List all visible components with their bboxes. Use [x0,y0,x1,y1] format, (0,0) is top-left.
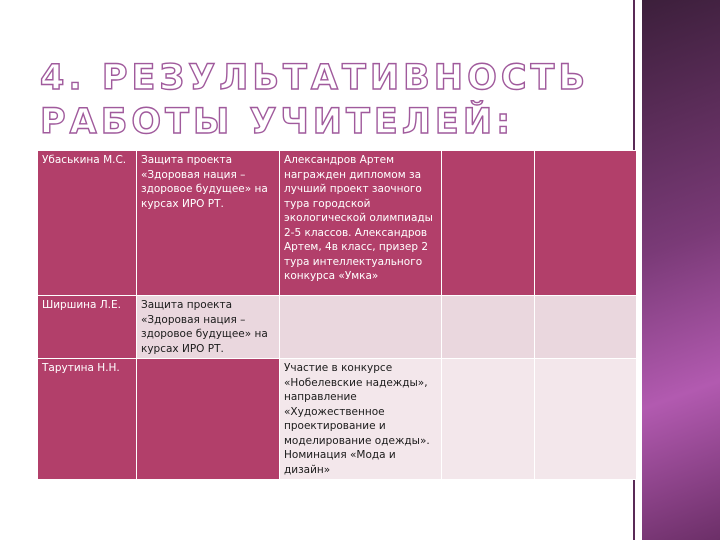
teacher-cell: Ширшина Л.Е. [38,296,137,359]
side-decor-band [642,0,720,540]
table-row [38,151,637,296]
slide-title [40,56,640,144]
extra-cell [442,359,535,480]
activity-cell [137,359,280,480]
extra-cell [535,151,637,296]
teacher-cell: Тарутина Н.Н. [38,359,137,480]
result-cell: Участие в конкурсе «Нобелевские надежды», направление «Художественное проектирование и моделирование одежды». Номинация «Мода и дизайн» [280,359,442,480]
table-row [38,296,637,359]
extra-cell [535,359,637,480]
result-cell [280,296,442,359]
activity-cell: Защита проекта «Здоровая нация – здоровое будущее» на курсах ИРО РТ. [137,296,280,359]
extra-cell [535,296,637,359]
teacher-cell: Убаськина М.С. [38,151,137,296]
results-table [37,150,637,480]
result-cell: Александров Артем награжден дипломом за лучший проект заочного тура городской экологической олимпиады 2-5 классов. Александров Артем, 4в класс, призер 2 тура интеллектуального конкурса «Умка» [280,151,442,296]
table-row [38,359,637,480]
extra-cell [442,296,535,359]
extra-cell [442,151,535,296]
slide-title-line2: РАБОТЫ УЧИТЕЛЕЙ: [40,102,515,142]
activity-cell: Защита проекта «Здоровая нация – здоровое будущее» на курсах ИРО РТ. [137,151,280,296]
slide-title-line1: 4. РЕЗУЛЬТАТИВНОСТЬ [40,58,590,98]
